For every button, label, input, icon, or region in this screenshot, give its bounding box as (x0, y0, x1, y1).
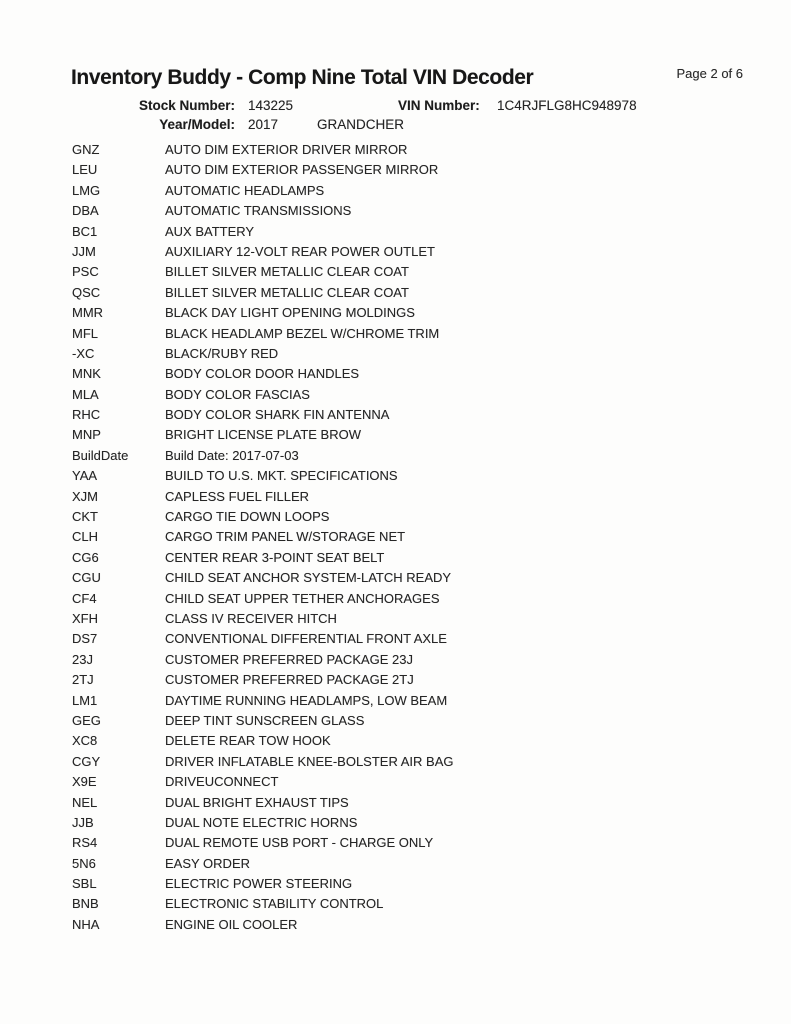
option-row (72, 793, 732, 813)
option-description: CENTER REAR 3-POINT SEAT BELT (165, 549, 385, 565)
option-description: DRIVER INFLATABLE KNEE-BOLSTER AIR BAG (165, 753, 454, 769)
option-row (72, 507, 732, 527)
option-row (72, 446, 732, 466)
option-code: BuildDate (72, 447, 129, 463)
option-row (72, 731, 732, 751)
option-description: Build Date: 2017-07-03 (165, 447, 299, 463)
option-row (72, 527, 732, 547)
option-row (72, 711, 732, 731)
option-code: XJM (72, 488, 98, 504)
option-row (72, 303, 732, 323)
option-row (72, 568, 732, 588)
option-code: PSC (72, 264, 99, 280)
option-code: LEU (72, 162, 98, 178)
option-code: CLH (72, 529, 99, 545)
option-row (72, 894, 732, 914)
option-description: AUTO DIM EXTERIOR DRIVER MIRROR (165, 142, 408, 157)
option-row (72, 425, 732, 445)
model-value: GRANDCHER (317, 117, 405, 132)
option-row (72, 222, 732, 242)
option-code: 5N6 (72, 855, 96, 871)
option-description: CLASS IV RECEIVER HITCH (165, 610, 337, 626)
option-description: CUSTOMER PREFERRED PACKAGE 2TJ (165, 672, 414, 688)
option-description: AUTO DIM EXTERIOR PASSENGER MIRROR (165, 162, 439, 178)
option-row (72, 385, 732, 405)
option-row (72, 160, 732, 180)
option-description: BLACK/RUBY RED (165, 345, 279, 361)
option-row (72, 201, 732, 221)
option-description: BLACK HEADLAMP BEZEL W/CHROME TRIM (165, 325, 440, 341)
option-row (72, 548, 732, 568)
option-description: BLACK DAY LIGHT OPENING MOLDINGS (165, 305, 415, 321)
option-description: DRIVEUCONNECT (165, 774, 279, 790)
option-code: JJM (72, 243, 96, 259)
option-row (72, 874, 732, 894)
option-code: BNB (72, 896, 99, 912)
option-description: AUTOMATIC HEADLAMPS (165, 182, 325, 198)
stock-number-value: 143225 (248, 98, 294, 113)
option-code: QSC (72, 284, 101, 300)
option-description: BILLET SILVER METALLIC CLEAR COAT (165, 284, 409, 300)
option-description: DUAL REMOTE USB PORT - CHARGE ONLY (165, 835, 434, 851)
option-row (72, 629, 732, 649)
option-row (72, 344, 732, 364)
vin-number-label: VIN Number: (398, 98, 480, 113)
option-description: DELETE REAR TOW HOOK (165, 733, 331, 749)
option-row (72, 466, 732, 486)
option-description: ENGINE OIL COOLER (165, 916, 298, 932)
option-row (72, 813, 732, 833)
option-row (72, 915, 732, 935)
option-code: SBL (72, 876, 97, 892)
option-row (72, 405, 732, 425)
option-description: ELECTRONIC STABILITY CONTROL (165, 896, 384, 912)
option-code: CF4 (72, 590, 97, 606)
option-description: AUTOMATIC TRANSMISSIONS (165, 203, 352, 219)
option-row (72, 140, 732, 160)
option-description: CARGO TIE DOWN LOOPS (165, 509, 330, 525)
option-code: CGU (72, 570, 101, 586)
option-code: 2TJ (72, 672, 94, 688)
option-code: RHC (72, 407, 101, 423)
option-code: MFL (72, 325, 98, 341)
option-code: MNK (72, 366, 101, 382)
option-code: CG6 (72, 549, 99, 565)
option-description: DEEP TINT SUNSCREEN GLASS (165, 712, 365, 728)
option-code: NHA (72, 916, 100, 932)
option-row (72, 283, 732, 303)
option-code: RS4 (72, 835, 98, 851)
option-row (72, 609, 732, 629)
option-code: LM1 (72, 692, 98, 708)
option-description: BODY COLOR FASCIAS (165, 386, 310, 402)
page-number-indicator: Page 2 of 6 (676, 66, 743, 81)
page-title: Inventory Buddy - Comp Nine Total VIN Decoder (71, 66, 534, 89)
option-code: CKT (72, 509, 98, 525)
option-description: CUSTOMER PREFERRED PACKAGE 23J (165, 651, 414, 667)
option-row (72, 487, 732, 507)
option-code: DBA (72, 203, 99, 219)
option-row (72, 181, 732, 201)
option-row (72, 364, 732, 384)
option-code: MNP (72, 427, 101, 443)
option-row (72, 752, 732, 772)
option-code: XFH (72, 610, 98, 626)
option-description: AUXILIARY 12-VOLT REAR POWER OUTLET (165, 243, 435, 259)
option-description: BODY COLOR DOOR HANDLES (165, 366, 360, 382)
option-description: CAPLESS FUEL FILLER (165, 488, 310, 504)
option-description: DUAL BRIGHT EXHAUST TIPS (165, 794, 349, 810)
option-description: DUAL NOTE ELECTRIC HORNS (165, 814, 358, 830)
option-description: CHILD SEAT UPPER TETHER ANCHORAGES (165, 590, 440, 606)
option-row (72, 589, 732, 609)
option-description: BRIGHT LICENSE PLATE BROW (165, 427, 362, 443)
option-code: -XC (72, 345, 95, 361)
option-code: JJB (72, 814, 94, 830)
option-code: MLA (72, 386, 99, 402)
option-code: X9E (72, 774, 97, 790)
vin-options-list (72, 140, 732, 935)
header-line-year-model (0, 117, 791, 135)
option-code: GNZ (72, 142, 100, 157)
option-description: EASY ORDER (165, 855, 251, 871)
option-code: XC8 (72, 733, 98, 749)
option-row (72, 772, 732, 792)
option-row (72, 242, 732, 262)
option-row (72, 854, 732, 874)
option-code: BC1 (72, 223, 98, 239)
option-code: CGY (72, 753, 101, 769)
year-model-label: Year/Model: (159, 117, 235, 132)
option-code: 23J (72, 651, 93, 667)
option-description: DAYTIME RUNNING HEADLAMPS, LOW BEAM (165, 692, 448, 708)
option-description: BODY COLOR SHARK FIN ANTENNA (165, 407, 390, 423)
option-code: MMR (72, 305, 104, 321)
option-description: CHILD SEAT ANCHOR SYSTEM-LATCH READY (165, 570, 452, 586)
option-code: LMG (72, 182, 101, 198)
header-line-stock-vin (0, 98, 791, 116)
option-row (72, 691, 732, 711)
option-code: DS7 (72, 631, 98, 647)
stock-number-label: Stock Number: (138, 98, 235, 113)
year-value: 2017 (248, 117, 279, 132)
option-code: GEG (72, 712, 101, 728)
option-row (72, 670, 732, 690)
option-code: NEL (72, 794, 98, 810)
option-code: YAA (72, 468, 98, 484)
option-description: BUILD TO U.S. MKT. SPECIFICATIONS (165, 468, 398, 484)
option-description: AUX BATTERY (165, 223, 255, 239)
option-row (72, 650, 732, 670)
option-description: BILLET SILVER METALLIC CLEAR COAT (165, 264, 409, 280)
option-row (72, 833, 732, 853)
option-description: CONVENTIONAL DIFFERENTIAL FRONT AXLE (165, 631, 447, 647)
option-description: ELECTRIC POWER STEERING (165, 876, 353, 892)
option-row (72, 262, 732, 282)
option-description: CARGO TRIM PANEL W/STORAGE NET (165, 529, 406, 545)
option-row (72, 324, 732, 344)
vin-number-value: 1C4RJFLG8HC948978 (497, 98, 637, 113)
